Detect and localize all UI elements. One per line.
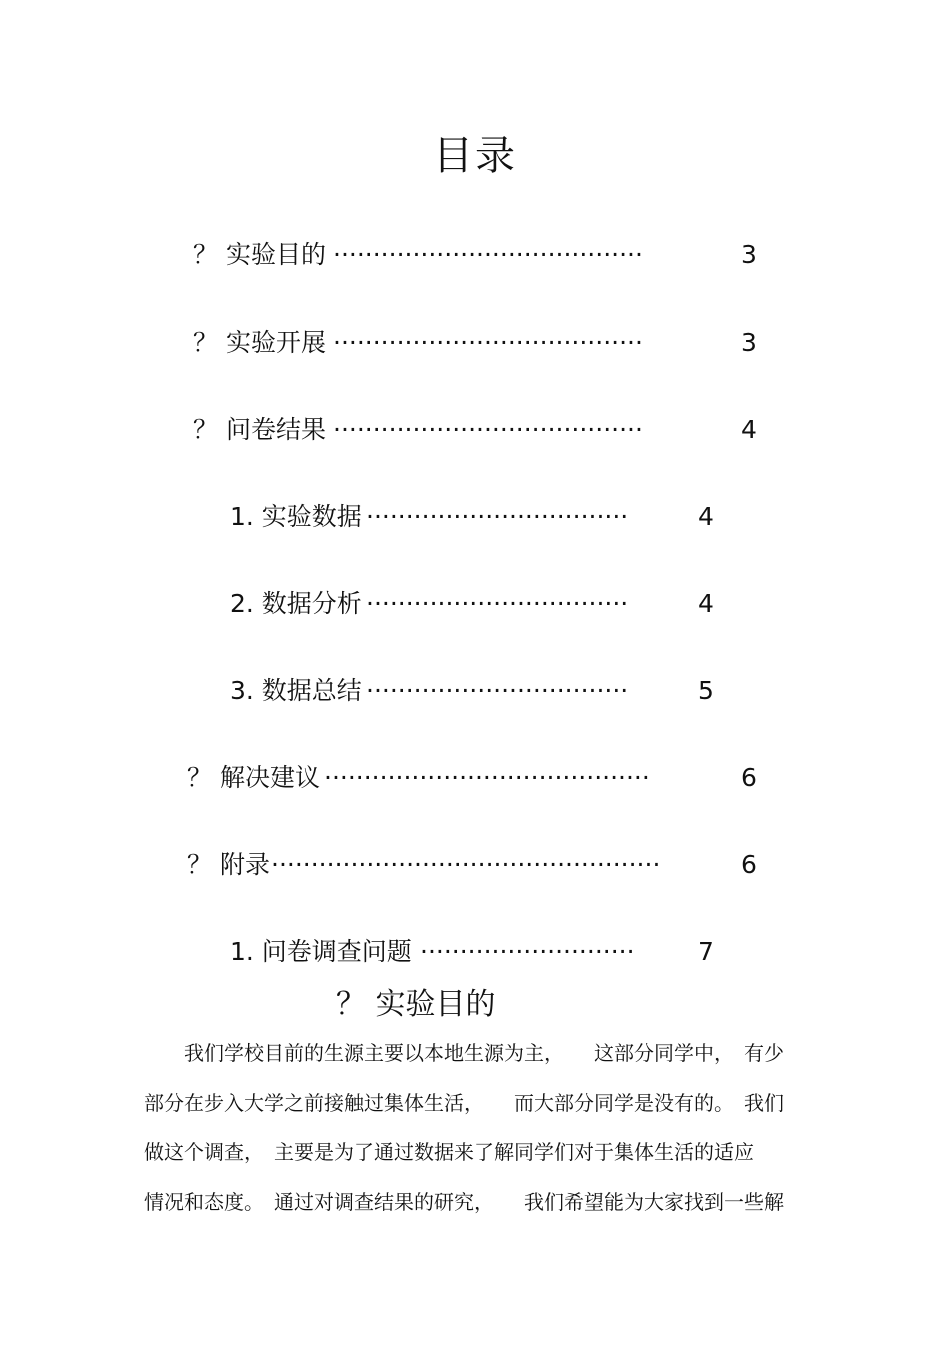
toc-leader-dots: ································· (366, 502, 629, 531)
toc-entry[interactable] (230, 934, 730, 970)
toc-entry[interactable] (187, 847, 773, 883)
section-heading: ？ 实验目的 (336, 987, 496, 1022)
toc-page-number: 4 (741, 415, 757, 444)
paragraph-line: 做这个调查， 主要是为了通过数据来了解同学们对于集体生活的适应 (144, 1140, 754, 1164)
toc-entry[interactable] (230, 586, 730, 622)
toc-entry-label: ？ 问卷结果 (193, 415, 326, 444)
toc-page-number: 6 (741, 850, 757, 879)
toc-entry-label: ？ 解决建议 (187, 763, 320, 792)
toc-leader-dots: ··························· (420, 937, 635, 966)
toc-entry-label: 1. 实验数据 (230, 502, 362, 531)
toc-entry-label: 3. 数据总结 (230, 676, 362, 705)
toc-page-number: 5 (698, 676, 714, 705)
toc-page-number: 4 (698, 502, 714, 531)
toc-leader-dots: ······································· (333, 415, 643, 444)
paragraph-line: 部分在步入大学之前接触过集体生活， 而大部分同学是没有的。 我们 (144, 1091, 784, 1115)
toc-leader-dots: ······································· (333, 328, 643, 357)
toc-leader-dots: ······································· (333, 240, 643, 269)
toc-entry[interactable] (230, 499, 730, 535)
toc-entry-label: ？ 实验开展 (193, 328, 326, 357)
toc-page-number: 4 (698, 589, 714, 618)
toc-page-number: 7 (698, 937, 714, 966)
toc-title: 目录 (433, 133, 517, 179)
toc-leader-dots: ································· (366, 589, 629, 618)
toc-entry[interactable] (193, 412, 773, 448)
toc-leader-dots: ········································· (324, 763, 650, 792)
toc-entry[interactable] (193, 237, 773, 273)
toc-page-number: 3 (741, 328, 757, 357)
toc-leader-dots: ················································· (271, 850, 661, 879)
toc-entry-label: 2. 数据分析 (230, 589, 362, 618)
toc-entry-label: 1. 问卷调查问题 (230, 937, 412, 966)
toc-entry[interactable] (193, 325, 773, 361)
toc-page-number: 3 (741, 240, 757, 269)
toc-page-number: 6 (741, 763, 757, 792)
paragraph-line: 情况和态度。 通过对调查结果的研究， 我们希望能为大家找到一些解 (144, 1190, 784, 1214)
toc-entry[interactable] (187, 760, 773, 796)
toc-entry-label: ？ 实验目的 (193, 240, 326, 269)
paragraph-line: 我们学校目前的生源主要以本地生源为主， 这部分同学中， 有少 (144, 1041, 784, 1065)
toc-entry-label: ？ 附录 (187, 850, 270, 879)
toc-leader-dots: ································· (366, 676, 629, 705)
toc-entry[interactable] (230, 673, 730, 709)
